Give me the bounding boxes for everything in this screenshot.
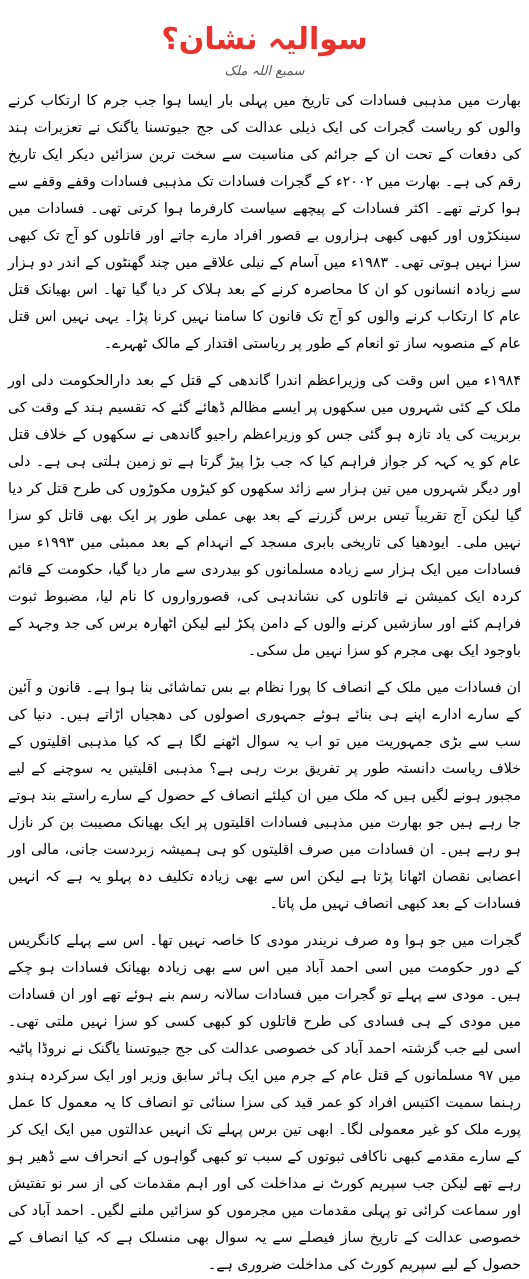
article-paragraph: بھارت میں مذہبی فسادات کی تاریخ میں پہلی بار ایسا ہوا جب جرم کا ارتکاب کرنے والوں کو ریاست گجرات کی ایک ذیلی عدالت کی جج جیوتسنا یاگنک نے تعزیرات ہند کی دفعات کے تحت ان کے جرائم کی مناسبت سے سخت ترین سزائیں دیکر ایک تاریخ رقم کی ہے۔ بھارت میں ۲۰۰۲ء کے گجرات فسادات تک مذہبی فسادات وقفے وقفے سے ہوا کرتے تھے۔ اکثر فسادات کے پیچھے سیاست کارفرما ہوا کرتی تھی۔ فسادات میں سینکڑوں اور کبھی کبھی ہزاروں بے قصور افراد مارے جاتے اور قاتلوں کو آج تک کبھی سزا نہیں ہوتی تھی۔ ۱۹۸۳ء میں آسام کے نیلی علاقے میں چند گھنٹوں کے اندر دو ہزار سے زیادہ انسانوں کو ان کا محاصرہ کرنے کے بعد ہلاک کر دیا گیا تھا۔ اس بھیانک قتل عام کا ارتکاب کرنے والوں کو آج تک قانون کا سامنا نہیں کرنا پڑا۔ یہی نہیں اس قتل عام کے منصوبہ ساز تو انعام کے طور پر ریاستی اقتدار کے مالک ٹھہرے۔ (8, 93, 522, 352)
article-paragraph: ۱۹۸۴ء میں اس وقت کی وزیراعظم اندرا گاندھی کے قتل کے بعد دارالحکومت دلی اور ملک کے کئی شہروں میں سکھوں پر ایسے مظالم ڈھائے گئے کہ تقسیم ہند کے وقت کی بربریت کی یاد تازہ ہو گئی جس کو وزیراعظم راجیو گاندھی نے سکھوں کے خلاف قتل عام کو یہ کہہ کر جواز فراہم کیا کہ جب بڑا پیڑ گرتا ہے تو زمین ہلتی ہی ہے۔ دلی اور دیگر شہروں میں تین ہزار سے زائد سکھوں کو کیڑوں مکوڑوں کی طرح قتل کر دیا گیا لیکن آج تقریباً تیس برس گزرنے کے بعد بھی عملی طور پر ایک بھی قاتل کو سزا نہیں ملی۔ ایودھیا کی تاریخی بابری مسجد کے انہدام کے بعد ممبئی میں ۱۹۹۳ء میں فسادات میں ایک ہزار سے زیادہ مسلمانوں کو بیدردی سے مار دیا گیا، حکومت کے قائم کردہ ایک کمیشن نے قاتلوں کی نشاندہی کی، قصورواروں کا نام لیا، مضبوط ثبوت فراہم کئے اور سازشیں کرنے والوں کے دامن پکڑ لیے لیکن اٹھارہ برس کی جد وجہد کے باوجود ایک بھی مجرم کو سزا نہیں مل سکی۔ (8, 373, 521, 659)
article-paragraph: ان فسادات میں ملک کے انصاف کا پورا نظام بے بس تماشائی بنا ہوا ہے۔ قانون و آئین کے سارے ادارے اپنے ہی بنائے ہوئے جمہوری اصولوں کی دھجیاں اڑاتے ہیں۔ دنیا کی سب سے بڑی جمہوریت میں تو اب یہ سوال اٹھنے لگا ہے کہ کیا مذہبی اقلیتوں کے خلاف ریاست دانستہ طور پر تفریق برت رہی ہے؟ مذہبی اقلیتیں یہ سوچنے کے لیے مجبور ہونے لگیں ہیں کہ ملک میں ان کیلئے انصاف کے حصول کے سارے راستے بند ہوتے جا رہے ہیں جو بھارت میں مذہبی فسادات اقلیتوں پر ایک بھیانک مصیبت بن کر نازل ہو رہے ہیں۔ ان فسادات میں صرف اقلیتوں کو ہی ہمیشہ زبردست جانی، مالی اور اعصابی نقصان اٹھانا پڑتا ہے لیکن اس سے بھی زیادہ تکلیف دہ پہلو یہ ہے کہ انہیں فسادات کے بعد کبھی انصاف نہیں مل پاتا۔ (8, 680, 521, 912)
article-page (0, 18, 529, 1276)
author-byline: سمیع اللہ ملک (224, 64, 305, 79)
article-title: سوالیہ نشان؟ (161, 22, 368, 57)
article-paragraph: گجرات میں جو ہوا وہ صرف نریندر مودی کا خاصہ نہیں تھا۔ اس سے پہلے کانگریس کے دور حکومت میں اسی احمد آباد میں اس سے بھی زیادہ بھیانک فسادات ہو چکے ہیں۔ مودی سے پہلے تو گجرات میں فسادات سالانہ رسم بنے ہوئے تھے اور ان فسادات میں مودی کے ہی فسادی کی طرح قاتلوں کو کبھی کسی کو سزا نہیں ملتی تھی۔ اسی لیے جب گزشتہ احمد آباد کی خصوصی عدالت کی جج جیوتسنا یاگنک نے نروڈا پاٹیہ میں ۹۷ مسلمانوں کے قتل عام کے جرم میں ایک ہائر سابق وزیر اور ایک سرکردہ ہندو رہنما سمیت اکتیس افراد کو عمر قید کی سزا سنائی تو انصاف کا یہ معمول کا عمل پورے ملک کو غیر معمولی لگا۔ ابھی تین برس پہلے تک انہیں عدالتوں میں ایک ایک کر کے سارے مقدمے کبھی ناکافی ثبوتوں کے سبب تو کبھی گواہوں کے انحراف سے ڈھیر ہو رہے تھے لیکن جب سپریم کورٹ نے مداخلت کی اور اہم مقدمات کی از سر نو تفتیش اور سماعت کرائی تو پہلی مقدمات میں مجرموں کو سزائیں ملنے لگیں۔ احمد آباد کی خصوصی عدالت کے تاریخ ساز فیصلے سے یہ سوال بھی منسلک ہے کہ کیا انصاف کے حصول کے لیے سپریم کورٹ کی مداخلت ضروری ہے۔ (8, 933, 521, 1273)
